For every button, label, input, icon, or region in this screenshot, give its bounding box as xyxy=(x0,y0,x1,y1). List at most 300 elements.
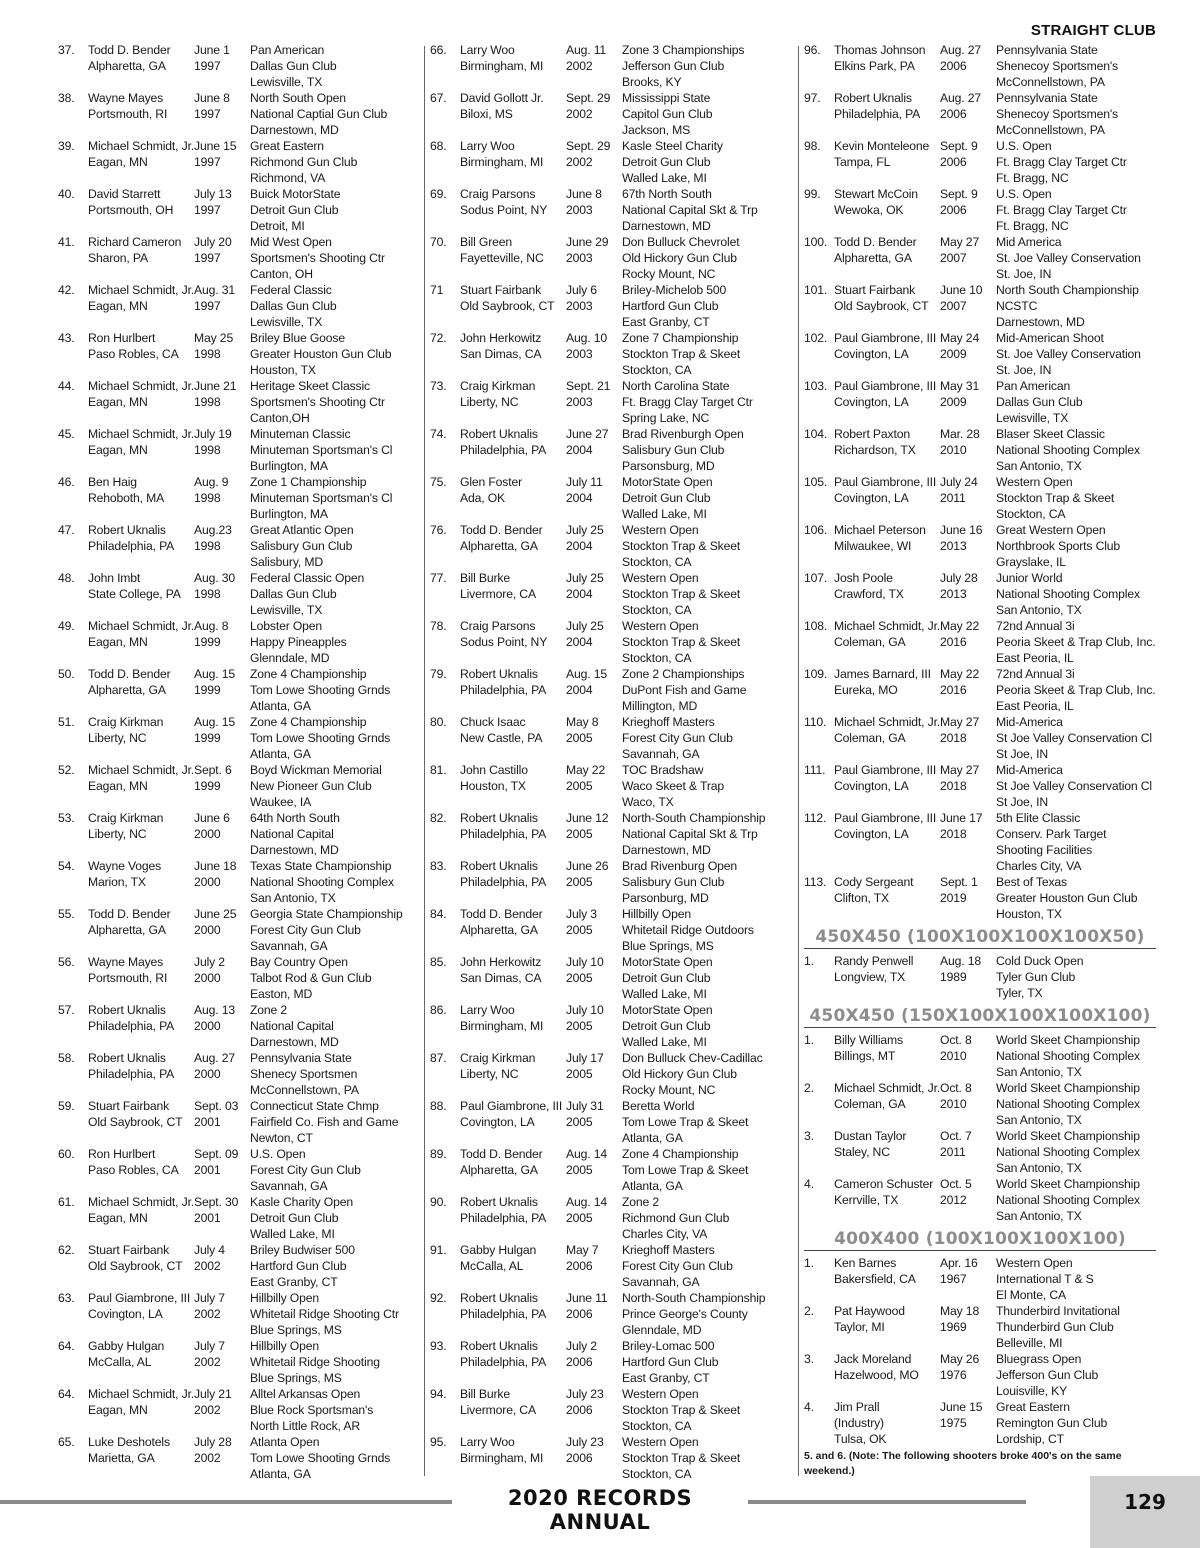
club-name: Detroit Gun Club xyxy=(250,203,339,217)
club-name: National Shooting Complex xyxy=(996,1145,1140,1159)
entry-number: 37. xyxy=(58,43,75,57)
event xyxy=(250,1434,416,1482)
date xyxy=(940,1255,996,1287)
event xyxy=(996,618,1162,666)
shooter-name: Todd D. Bender xyxy=(460,523,543,537)
record-entry xyxy=(804,90,1156,138)
shooter xyxy=(834,666,940,698)
event-name: Kasle Steel Charity xyxy=(622,139,723,153)
club-city: Salisbury, MD xyxy=(250,555,323,569)
event-date: July 20 xyxy=(194,235,232,249)
shooter-location: Staley, NC xyxy=(834,1145,890,1159)
event-year: 2006 xyxy=(566,1451,593,1465)
shooter xyxy=(460,186,566,218)
club-name: Hartford Gun Club xyxy=(250,1259,347,1273)
event-date: July 3 xyxy=(566,907,597,921)
entry-number: 65. xyxy=(58,1435,75,1449)
record-entry xyxy=(58,42,413,90)
event-name: Western Open xyxy=(622,1387,699,1401)
club-name: National Captial Gun Club xyxy=(250,107,388,121)
club-city: Walled Lake, MI xyxy=(622,171,707,185)
shooter-location: Bakersfield, CA xyxy=(834,1272,916,1286)
shooter xyxy=(460,858,566,890)
event-year: 2000 xyxy=(194,827,221,841)
shooter-location: Alpharetta, GA xyxy=(460,539,538,553)
shooter-name: Ken Barnes xyxy=(834,1256,897,1270)
event-name: Mid-America xyxy=(996,715,1063,729)
event-year: 1998 xyxy=(194,539,221,553)
club-name: Conserv. Park Target xyxy=(996,827,1107,841)
event xyxy=(996,762,1162,810)
event-year: 2004 xyxy=(566,443,593,457)
date xyxy=(566,426,622,458)
club-name: National Capital Skt & Trp xyxy=(622,203,758,217)
shooter-name: Ron Hurlbert xyxy=(88,1147,156,1161)
shooter xyxy=(834,186,940,218)
event-year: 2010 xyxy=(940,1097,967,1111)
shooter xyxy=(460,522,566,554)
club-city: Blue Springs, MS xyxy=(622,939,714,953)
entry-number: 106. xyxy=(804,523,828,537)
event-year: 2007 xyxy=(940,251,967,265)
event-name: Kasle Charity Open xyxy=(250,1195,353,1209)
shooter xyxy=(460,1194,566,1226)
date xyxy=(566,282,622,314)
entry-number: 53. xyxy=(58,811,75,825)
shooter-name: Todd D. Bender xyxy=(88,667,171,681)
shooter-location: Tampa, FL xyxy=(834,155,891,169)
event-date: June 8 xyxy=(194,91,230,105)
shooter xyxy=(834,1303,940,1335)
date xyxy=(566,378,622,410)
shooter xyxy=(460,1242,566,1274)
entry-number: 84. xyxy=(430,907,447,921)
entry-number: 52. xyxy=(58,763,75,777)
date xyxy=(940,1176,996,1208)
record-entry xyxy=(430,618,790,666)
shooter xyxy=(834,714,940,746)
record-entry xyxy=(430,666,790,714)
shooter xyxy=(834,1255,940,1287)
shooter xyxy=(88,1098,194,1130)
event xyxy=(250,426,416,474)
event-year: 2000 xyxy=(194,875,221,889)
event-name: Briley Budwiser 500 xyxy=(250,1243,355,1257)
event-date: Mar. 28 xyxy=(940,427,980,441)
record-entry xyxy=(58,90,413,138)
entry-number: 74. xyxy=(430,427,447,441)
shooter xyxy=(460,570,566,602)
event-name: 64th North South xyxy=(250,811,340,825)
shooter-name: Stuart Fairbank xyxy=(834,283,916,297)
club-city: St Joe, IN xyxy=(996,795,1049,809)
entry-number: 47. xyxy=(58,523,75,537)
record-entry xyxy=(804,1351,1156,1399)
shooter-location: Eagan, MN xyxy=(88,1403,148,1417)
shooter xyxy=(460,906,566,938)
club-city: Walled Lake, MI xyxy=(622,987,707,1001)
shooter xyxy=(834,618,940,650)
date xyxy=(194,618,250,650)
entry-number: 87. xyxy=(430,1051,447,1065)
shooter xyxy=(460,1002,566,1034)
shooter xyxy=(460,1098,566,1130)
record-entry xyxy=(430,714,790,762)
shooter-location: Billings, MT xyxy=(834,1049,896,1063)
event xyxy=(996,138,1162,186)
event-date: July 7 xyxy=(194,1291,225,1305)
event xyxy=(996,282,1162,330)
shooter-name: John Imbt xyxy=(88,571,141,585)
shooter-location: Clifton, TX xyxy=(834,891,890,905)
event-date: Aug. 27 xyxy=(940,43,981,57)
event-name: Best of Texas xyxy=(996,875,1067,889)
event-date: June 26 xyxy=(566,859,609,873)
event-name: 72nd Annual 3i xyxy=(996,667,1075,681)
event-year: 2018 xyxy=(940,731,967,745)
record-entry xyxy=(58,570,413,618)
event xyxy=(250,378,416,426)
shooter-location: Eagan, MN xyxy=(88,1211,148,1225)
event-name: Briley Blue Goose xyxy=(250,331,345,345)
record-entry xyxy=(58,762,413,810)
column-divider xyxy=(798,46,799,1476)
entry-number: 96. xyxy=(804,43,821,57)
event-year: 2004 xyxy=(566,587,593,601)
shooter xyxy=(834,42,940,74)
event-name: Great Eastern xyxy=(250,139,324,153)
record-entry xyxy=(430,1050,790,1098)
event-date: May 8 xyxy=(566,715,599,729)
event-date: July 17 xyxy=(566,1051,604,1065)
event-year: 2005 xyxy=(566,875,593,889)
date xyxy=(940,762,996,794)
shooter xyxy=(834,1351,940,1383)
shooter-name: Ron Hurlbert xyxy=(88,331,156,345)
date xyxy=(940,714,996,746)
event-year: 2009 xyxy=(940,395,967,409)
shooter xyxy=(88,234,194,266)
record-entry xyxy=(430,1098,790,1146)
date xyxy=(940,1128,996,1160)
event-date: Aug. 13 xyxy=(194,1003,235,1017)
date xyxy=(194,762,250,794)
shooter xyxy=(834,474,940,506)
shooter-name: Michael Schmidt, Jr. xyxy=(88,1387,195,1401)
event-year: 2002 xyxy=(566,59,593,73)
club-name: Dallas Gun Club xyxy=(250,299,337,313)
event xyxy=(622,1194,788,1242)
event-year: 2009 xyxy=(940,347,967,361)
shooter-name: Todd D. Bender xyxy=(88,907,171,921)
club-name: Detroit Gun Club xyxy=(622,155,711,169)
date xyxy=(194,666,250,698)
entry-number: 101. xyxy=(804,283,828,297)
shooter-location: Alpharetta, GA xyxy=(88,59,166,73)
record-entry xyxy=(804,570,1156,618)
event-year: 2006 xyxy=(566,1355,593,1369)
club-name: Stockton Trap & Skeet xyxy=(622,587,741,601)
event-date: May 18 xyxy=(940,1304,980,1318)
event xyxy=(250,906,416,954)
date xyxy=(194,186,250,218)
club-name: Whitetail Ridge Shooting xyxy=(250,1355,380,1369)
club-name: Tyler Gun Club xyxy=(996,970,1076,984)
event-date: Sept. 29 xyxy=(566,91,611,105)
shooter-location: Richardson, TX xyxy=(834,443,916,457)
club-city: Savannah, GA xyxy=(622,1275,700,1289)
shooter xyxy=(460,330,566,362)
event xyxy=(250,1050,416,1098)
shooter-name: John Herkowitz xyxy=(460,331,542,345)
event-year: 2016 xyxy=(940,683,967,697)
club-city: Richmond, VA xyxy=(250,171,326,185)
event xyxy=(622,234,788,282)
event-name: U.S. Open xyxy=(250,1147,306,1161)
event-date: June 10 xyxy=(940,283,983,297)
shooter-name: Jack Moreland xyxy=(834,1352,912,1366)
shooter-location: Marion, TX xyxy=(88,875,146,889)
club-city: Parsonburg, MD xyxy=(622,891,709,905)
date xyxy=(940,186,996,218)
entry-number: 112. xyxy=(804,811,827,825)
entry-number: 1. xyxy=(804,1256,814,1270)
event-name: Great Western Open xyxy=(996,523,1106,537)
event-year: 2000 xyxy=(194,1067,221,1081)
footer-rule-left xyxy=(0,1500,452,1504)
event-name: 5th Elite Classic xyxy=(996,811,1081,825)
event-year: 1998 xyxy=(194,587,221,601)
event-date: Sept. 30 xyxy=(194,1195,239,1209)
club-city: East Peoria, IL xyxy=(996,699,1074,713)
shooter-name: Paul Giambrone, III xyxy=(834,763,937,777)
shooter-name: Paul Giambrone, III xyxy=(834,811,937,825)
shooter-location: Portsmouth, OH xyxy=(88,203,174,217)
shooter-location: Fayetteville, NC xyxy=(460,251,544,265)
record-entry xyxy=(804,186,1156,234)
record-entry xyxy=(58,1434,413,1482)
club-city: Charles City, VA xyxy=(622,1227,708,1241)
entry-number: 50. xyxy=(58,667,75,681)
event-name: North-South Championship xyxy=(622,1291,766,1305)
club-name: Stockton Trap & Skeet xyxy=(622,347,741,361)
shooter xyxy=(88,570,194,602)
shooter-location: Portsmouth, RI xyxy=(88,107,168,121)
event xyxy=(996,1080,1162,1128)
shooter-name: Thomas Johnson xyxy=(834,43,926,57)
entry-number: 89. xyxy=(430,1147,447,1161)
shooter xyxy=(460,1050,566,1082)
club-city: Darnestown, MD xyxy=(622,843,711,857)
shooter-location: Biloxi, MS xyxy=(460,107,513,121)
shooter-location: Philadelphia, PA xyxy=(88,1067,175,1081)
club-name: Detroit Gun Club xyxy=(622,971,711,985)
event-name: Western Open xyxy=(996,475,1073,489)
event-date: May 22 xyxy=(940,619,980,633)
event-date: July 28 xyxy=(940,571,978,585)
event xyxy=(996,570,1162,618)
event-date: Aug. 14 xyxy=(566,1147,607,1161)
event-year: 2006 xyxy=(566,1259,593,1273)
shooter-name: Robert Uknalis xyxy=(460,1195,538,1209)
club-name: Tom Lowe Trap & Skeet xyxy=(622,1163,749,1177)
record-entry xyxy=(804,1176,1156,1224)
entry-number: 1. xyxy=(804,1033,814,1047)
date xyxy=(566,1146,622,1178)
event xyxy=(622,666,788,714)
entry-number: 62. xyxy=(58,1243,75,1257)
shooter-location: Eagan, MN xyxy=(88,635,148,649)
record-entry xyxy=(430,90,790,138)
event xyxy=(622,954,788,1002)
footnote: 5. and 6. (Note: The following shooters broke 400's on the same weekend.) xyxy=(804,1450,1122,1477)
date xyxy=(566,954,622,986)
event-name: Pennsylvania State xyxy=(250,1051,352,1065)
shooter-location: Liberty, NC xyxy=(88,731,147,745)
club-city: Glenndale, MD xyxy=(622,1323,702,1337)
record-entry xyxy=(430,42,790,90)
club-city: San Antonio, TX xyxy=(250,891,336,905)
shooter-name: Wayne Mayes xyxy=(88,91,164,105)
shooter-location: Eagan, MN xyxy=(88,779,148,793)
event-date: Sept. 9 xyxy=(940,187,978,201)
record-entry xyxy=(804,1080,1156,1128)
shooter xyxy=(460,282,566,314)
shooter xyxy=(834,1176,940,1208)
club-city: North Little Rock, AR xyxy=(250,1419,360,1433)
event-name: Brad Rivenburg Open xyxy=(622,859,738,873)
club-city: McConnellstown, PA xyxy=(996,123,1105,137)
shooter xyxy=(88,426,194,458)
event-date: May 24 xyxy=(940,331,980,345)
event-year: 2002 xyxy=(566,155,593,169)
shooter xyxy=(460,1386,566,1418)
shooter-location: Coleman, GA xyxy=(834,731,906,745)
shooter-location: Alpharetta, GA xyxy=(834,251,912,265)
record-entry xyxy=(804,378,1156,426)
shooter-location: Ada, OK xyxy=(460,491,506,505)
club-name: National Capital xyxy=(250,827,334,841)
event xyxy=(622,714,788,762)
event-year: 2002 xyxy=(194,1451,221,1465)
shooter xyxy=(88,1434,194,1466)
record-entry xyxy=(58,1242,413,1290)
shooter xyxy=(88,618,194,650)
event-year: 2004 xyxy=(566,491,593,505)
records-column-2 xyxy=(430,42,790,1482)
record-entry xyxy=(58,1338,413,1386)
event-year: 1997 xyxy=(194,251,221,265)
shooter xyxy=(460,714,566,746)
club-city: Stockton, CA xyxy=(996,507,1066,521)
section-heading: 400X400 (100X100X100X100) xyxy=(804,1228,1156,1251)
shooter-location: Eagan, MN xyxy=(88,155,148,169)
date xyxy=(940,138,996,170)
column-divider xyxy=(424,46,425,1476)
event-year: 2006 xyxy=(940,59,967,73)
event-year: 2001 xyxy=(194,1163,221,1177)
date xyxy=(194,1386,250,1418)
shooter-location: Crawford, TX xyxy=(834,587,904,601)
club-city: Stockton, CA xyxy=(622,555,692,569)
shooter-location: Covington, LA xyxy=(834,827,909,841)
event-name: Zone 3 Championships xyxy=(622,43,745,57)
club-name: National Shooting Complex xyxy=(996,1049,1140,1063)
date xyxy=(940,42,996,74)
entry-number: 80. xyxy=(430,715,447,729)
shooter xyxy=(834,522,940,554)
event-year: 2005 xyxy=(566,923,593,937)
event-name: Zone 7 Championship xyxy=(622,331,739,345)
club-city: Louisville, KY xyxy=(996,1384,1068,1398)
shooter-name: Paul Giambrone, III xyxy=(88,1291,191,1305)
shooter-location: Covington, LA xyxy=(834,347,909,361)
event xyxy=(250,1290,416,1338)
entry-number: 103. xyxy=(804,379,828,393)
record-entry xyxy=(430,1146,790,1194)
shooter-name: Stuart Fairbank xyxy=(88,1099,170,1113)
entry-number: 76. xyxy=(430,523,447,537)
shooter-name: Paul Giambrone, III xyxy=(834,331,937,345)
page-number: 129 xyxy=(1090,1476,1200,1548)
event-date: July 23 xyxy=(566,1435,604,1449)
club-name: National Capital xyxy=(250,1019,334,1033)
shooter-name: Craig Kirkman xyxy=(460,379,536,393)
date xyxy=(940,874,996,906)
event-year: 1999 xyxy=(194,683,221,697)
club-city: St Joe, IN xyxy=(996,747,1049,761)
event-name: Don Bulluck Chevrolet xyxy=(622,235,740,249)
event-year: 2006 xyxy=(566,1403,593,1417)
club-city: East Peoria, IL xyxy=(996,651,1074,665)
event-date: Aug. 10 xyxy=(566,331,607,345)
shooter-name: Todd D. Bender xyxy=(460,907,543,921)
event-date: Oct. 8 xyxy=(940,1081,972,1095)
record-entry xyxy=(58,714,413,762)
event-name: Zone 2 Championships xyxy=(622,667,745,681)
record-entry xyxy=(804,874,1156,922)
record-entry xyxy=(430,522,790,570)
record-entry xyxy=(430,1242,790,1290)
entry-number: 69. xyxy=(430,187,447,201)
entry-number: 2. xyxy=(804,1081,814,1095)
date xyxy=(566,762,622,794)
record-entry xyxy=(804,234,1156,282)
entry-number: 41. xyxy=(58,235,75,249)
club-name: Sportsmen's Shooting Ctr xyxy=(250,251,385,265)
record-entry xyxy=(58,906,413,954)
shooter-location: Liberty, NC xyxy=(460,395,519,409)
event xyxy=(996,474,1162,522)
shooter-location: Covington, LA xyxy=(460,1115,535,1129)
entry-number: 59. xyxy=(58,1099,75,1113)
record-entry xyxy=(58,522,413,570)
event-year: 2010 xyxy=(940,1049,967,1063)
event-date: June 6 xyxy=(194,811,230,825)
event xyxy=(622,330,788,378)
club-name: Shenecoy Sportsmen's xyxy=(996,107,1118,121)
event xyxy=(622,1098,788,1146)
club-name: Greater Houston Gun Club xyxy=(996,891,1138,905)
shooter-name: David Starrett xyxy=(88,187,161,201)
record-entry xyxy=(430,234,790,282)
event-year: 2005 xyxy=(566,1211,593,1225)
club-city: Walled Lake, MI xyxy=(622,507,707,521)
event xyxy=(622,810,788,858)
event-year: 2003 xyxy=(566,395,593,409)
entry-number: 61. xyxy=(58,1195,75,1209)
date xyxy=(194,426,250,458)
